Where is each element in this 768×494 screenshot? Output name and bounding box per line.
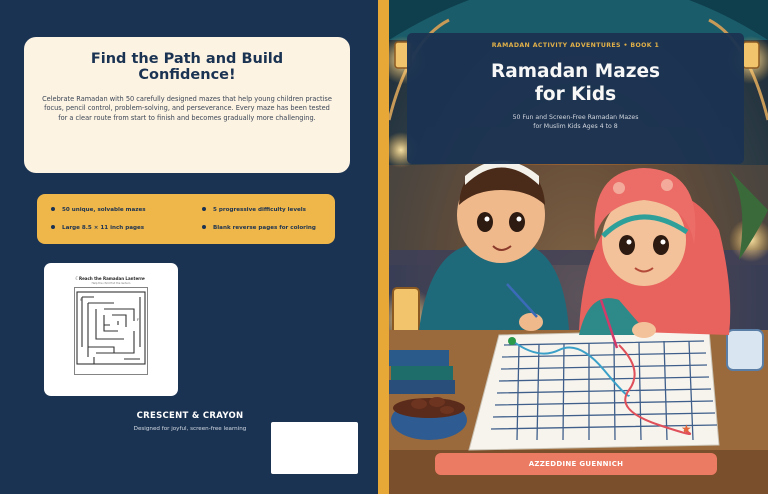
svg-text:F: F <box>137 318 140 322</box>
author-banner: AZZEDDINE GUENNICH <box>435 453 717 475</box>
book-subtitle: 50 Fun and Screen-Free Ramadan Mazes for Muslim Kids Ages 4 to 8 <box>512 114 639 130</box>
svg-text:S: S <box>80 298 83 302</box>
title-panel <box>407 33 744 164</box>
feature-item: 50 unique, solvable mazes <box>51 207 146 213</box>
feature-item: 5 progressive difficulty levels <box>202 207 306 213</box>
feature-item: Blank reverse pages for coloring <box>202 225 316 231</box>
lantern-icon: ♦ <box>142 276 146 281</box>
svg-text:★: ★ <box>681 422 692 436</box>
description-card <box>24 37 350 173</box>
brand-name: CRESCENT & CRAYON <box>136 411 244 421</box>
feature-item: Large 8.5 × 11 inch pages <box>51 225 144 231</box>
back-description: Celebrate Ramadan with 50 carefully designed mazes that help young children practise focus, pencil control, problem-solving, and perseverance. Every maze has been tested for a clear route from start to finish and becomes gradually more challenging. <box>42 95 332 122</box>
back-headline: Find the Path and Build Confidence! <box>90 51 284 83</box>
features-box <box>37 194 335 244</box>
series-label: RAMADAN ACTIVITY ADVENTURES • BOOK 1 <box>491 42 660 49</box>
brand-tagline: Designed for joyful, screen-free learning <box>133 426 247 432</box>
bullet-icon <box>202 207 206 211</box>
book-title: Ramadan Mazes for Kids <box>490 61 661 105</box>
preview-title: Reach the Ramadan Lantern <box>79 276 143 281</box>
bullet-icon <box>202 225 206 229</box>
spine <box>378 0 389 494</box>
preview-subtitle: Help the child find the lantern <box>91 282 131 285</box>
bullet-icon <box>51 207 55 211</box>
back-cover <box>0 0 378 494</box>
bullet-icon <box>51 225 55 229</box>
maze-preview-page <box>44 263 178 396</box>
maze-preview-icon <box>74 287 148 375</box>
front-cover <box>389 0 768 494</box>
crescent-icon: ☾ <box>75 276 80 282</box>
barcode-area <box>271 422 358 474</box>
